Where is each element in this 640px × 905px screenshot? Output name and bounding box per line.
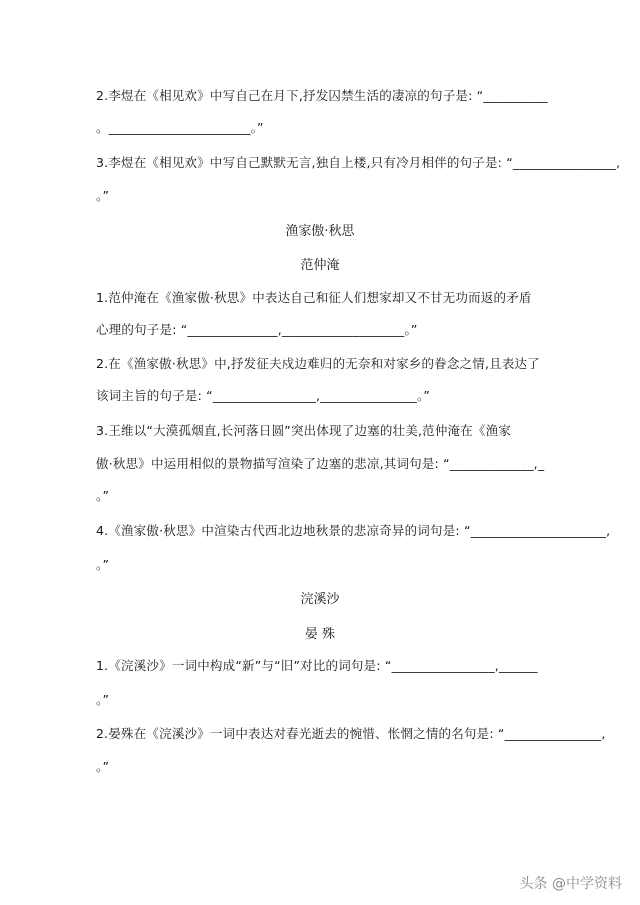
question-line: 。” [96,759,110,774]
question-line: 心理的句子是: “______________,___________________。” [96,322,418,337]
question-line: 。” [96,692,110,707]
question-line: 该词主旨的句子是: “________________,_______________。” [96,388,431,403]
poem-author: 范仲淹 [300,258,340,273]
question-line: 。” [96,557,110,572]
poem-author: 晏 殊 [304,627,336,642]
question-line: 傲·秋思》中运用相似的景物描写渲染了边塞的悲凉,其词句是: “_____________,_ [96,456,545,471]
question-line: 2.在《渔家傲·秋思》中,抒发征夫戍边难归的无奈和对家乡的眷念之情,且表达了 [96,356,540,371]
question-line: 4.《渔家傲·秋思》中渲染古代西北边地秋景的悲凉奇异的词句是: “_____________________, [96,523,611,538]
question-line: 3.李煜在《相见欢》中写自己默默无言,独自上楼,只有冷月相伴的句子是: “________________, [96,155,621,170]
question-line: 。______________________。” [96,120,264,135]
question-line: 3.王维以“大漠孤烟直,长河落日圆”突出体现了边塞的壮美,范仲淹在《渔家 [96,423,512,438]
poem-title: 渔家傲·秋思 [285,224,355,239]
poem-title: 浣溪沙 [300,592,340,607]
question-line: 。” [96,488,110,503]
question-line: 2.李煜在《相见欢》中写自己在月下,抒发囚禁生活的凄凉的句子是: “__________ [96,88,548,103]
question-line: 1.《浣溪沙》一词中构成“新”与“旧”对比的词句是: “________________,______ [96,658,538,673]
question-line: 。” [96,188,110,203]
question-line: 2.晏殊在《浣溪沙》一词中表达对春光逝去的惋惜、怅惘之情的名句是: “_______________, [96,726,606,741]
watermark-text: 头条 @中学资料 [519,876,622,892]
question-line: 1.范仲淹在《渔家傲·秋思》中表达自己和征人们想家却又不甘无功而返的矛盾 [96,290,532,305]
